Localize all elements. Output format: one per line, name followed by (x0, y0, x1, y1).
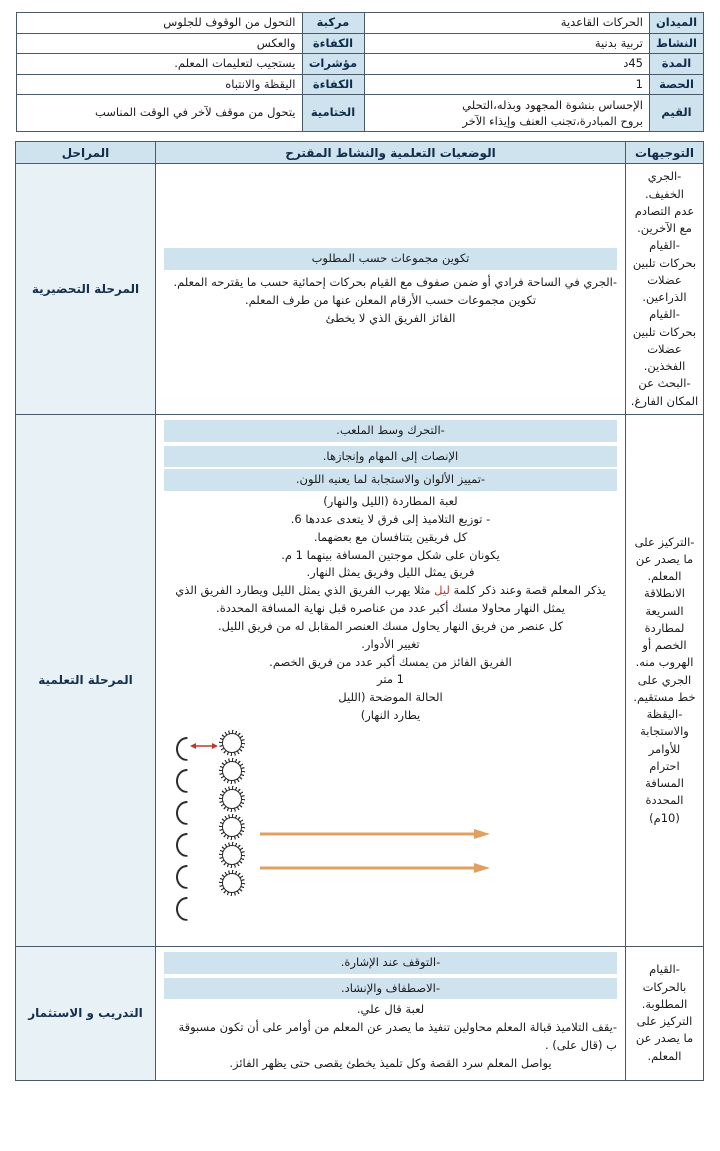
situation-line: الفريق الفائز من يمسك أكبر عدد من فريق الخصم. (269, 654, 512, 669)
field-value-activity: تربية بدنية (364, 33, 650, 54)
guidance-cell-learning (626, 414, 704, 946)
situation-line-story: يذكر المعلم قصة وعند ذكر كلمة ليل مثلا يهرب الفريق الذي يمثل الليل ويطارد الفريق الذي يمثل النهار محاولا مسك أكبر عدد من عناصره قبل نهاية المسافة المحددة. (175, 583, 606, 616)
moon-icon (176, 865, 194, 887)
situation-line: -يقف التلاميذ قبالة المعلم محاولين تنفيذ ما يصدر عن المعلم من أوامر على أن تكون مسبوقة ب (قال على) . (178, 1020, 617, 1052)
direction-arrow-icon (260, 863, 490, 873)
situation-line: كل عنصر من فريق النهار يحاول مسك العنصر المقابل له من فريق الليل. (217, 618, 564, 633)
header-row (17, 33, 704, 54)
moon-icon (176, 801, 194, 823)
table-row (16, 164, 704, 415)
guidance-line: الجري على خط مستقيم. (633, 672, 696, 704)
guidance-line: عدم التصادم مع الآخرين. (634, 203, 695, 235)
field-value-indicators: يستجيب لتعليمات المعلم. (17, 54, 303, 75)
field-value-session: 1 (364, 74, 650, 95)
guidance-line: احترام المسافة المحددة (10م) (645, 758, 684, 825)
table-header-row (16, 142, 704, 164)
moon-column (176, 737, 194, 929)
situation-line: الفائز الفريق الذي لا يخطئ (325, 310, 456, 325)
field-value-values (364, 95, 650, 132)
guidance-line: -التركيز على ما يصدر عن المعلم. (634, 534, 695, 584)
field-label-composite: مركبة (302, 13, 364, 34)
field-label-activity: النشاط (650, 33, 704, 54)
situation-line-distance: 1 متر (377, 672, 404, 687)
highlight-band: -تمييز الألوان والاستجابة لما يعنيه اللون. (164, 469, 617, 491)
guidance-line: -اليقظة والاستجابة للأوامر (640, 707, 689, 756)
direction-arrow-icon (260, 829, 490, 839)
highlight-band: -التوقف عند الإشارة. (164, 952, 617, 974)
situation-line: -الجري في الساحة فرادي أو ضمن صفوف مع القيام بحركات إحمائية حسب ما يقترحه المعلم. (173, 275, 617, 290)
field-label-competence: الكفاءة (302, 33, 364, 54)
situation-line: - توزيع التلاميذ إلى فرق لا يتعدى عددها 6. (290, 512, 491, 526)
field-value-composite: التحول من الوقوف للجلوس (17, 13, 303, 34)
stages-table (15, 141, 704, 1080)
stage-cell-preparatory: المرحلة التحضيرية (16, 164, 156, 415)
field-label-indicators: مؤشرات (302, 54, 364, 75)
field-label-values: القيم (650, 95, 704, 132)
values-line-1: الإحساس بنشوة المجهود وبذله،التحلي (462, 98, 643, 113)
moon-icon (176, 833, 194, 855)
column-header-guidance: التوجيهات (626, 142, 704, 164)
highlight-band: -الاصطفاف والإنشاد. (164, 978, 617, 1000)
sun-column (222, 733, 242, 901)
table-row (16, 946, 704, 1080)
guidance-line: -البحث عن المكان الفارغ. (630, 376, 699, 408)
header-row (17, 54, 704, 75)
field-value-domain: الحركات القاعدية (364, 13, 650, 34)
guidance-line: -القيام بحركات تلبين عضلات الذراعين. (632, 238, 697, 304)
guidance-line: -القيام بحركات تلبين عضلات الفخذين. (632, 307, 697, 373)
sun-icon (222, 845, 242, 865)
situation-line: لعبة قال علي. (356, 1002, 425, 1017)
game-diagram (164, 731, 617, 939)
values-line-2: بروح المبادرة،تجنب العنف وإيذاء الآخر (462, 114, 643, 129)
sun-icon (222, 817, 242, 837)
guidance-cell-training (626, 946, 704, 1080)
guidance-line: الانطلاقة السريعة لمطاردة الخصم أو الهروب منه. (635, 586, 694, 670)
highlighted-keyword: ليل (434, 583, 450, 598)
highlight-band: الإنصات إلى المهام وإنجازها. (164, 446, 617, 468)
field-label-competence2: الكفاءة (302, 74, 364, 95)
guidance-cell-preparatory (626, 164, 704, 415)
situation-line: يكونان على شكل موجتين المسافة بينهما 1 م. (281, 547, 500, 562)
field-value-competence: والعكس (17, 33, 303, 54)
highlight-band: -التحرك وسط الملعب. (164, 420, 617, 442)
field-value-competence2: اليقظة والانتباه (17, 74, 303, 95)
double-arrow-icon (190, 741, 218, 751)
page-footer-space (16, 1081, 704, 1151)
column-header-stages: المراحل (16, 142, 156, 164)
situation-line: تكوين مجموعات حسب الأرقام المعلن عنها من طرف المعلم. (244, 293, 537, 307)
highlight-band: تكوين مجموعات حسب المطلوب (164, 248, 617, 270)
table-row (16, 414, 704, 946)
stage-cell-learning: المرحلة التعلمية (16, 414, 156, 946)
situation-line: فريق يمثل الليل وفريق يمثل النهار. (306, 565, 475, 580)
header-row (17, 13, 704, 34)
situation-line: لعبة المطاردة (الليل والنهار) (323, 494, 458, 509)
situation-line: الحالة الموضحة (الليل (338, 690, 443, 705)
guidance-line: التركيز على ما يصدر عن المعلم. (635, 1014, 694, 1063)
situations-cell-preparatory (156, 164, 626, 415)
field-label-domain: الميدان (650, 13, 704, 34)
situations-cell-learning (156, 414, 626, 946)
header-row (17, 95, 704, 132)
column-header-situations: الوضعيات التعلمية والنشاط المقترح (156, 142, 626, 164)
field-label-final-competence: الختامية (302, 95, 364, 132)
field-label-session: الحصة (650, 74, 704, 95)
stage-cell-training: التدريب و الاستثمار (16, 946, 156, 1080)
sun-icon (222, 789, 242, 809)
field-value-final-competence: يتحول من موقف لآخر في الوقت المناسب (17, 95, 303, 132)
field-value-duration: 45د (364, 54, 650, 75)
situation-line: يطارد النهار) (360, 707, 421, 722)
moon-icon (176, 897, 194, 919)
situations-cell-training (156, 946, 626, 1080)
field-label-duration: المدة (650, 54, 704, 75)
header-row (17, 74, 704, 95)
sun-icon (222, 733, 242, 753)
situation-line: تغيير الأدوار. (361, 636, 420, 651)
moon-icon (176, 769, 194, 791)
header-table (16, 12, 704, 132)
sun-icon (222, 761, 242, 781)
situation-line: كل فريقين يتنافسان مع بعضهما. (313, 529, 468, 544)
situation-line: يواصل المعلم سرد القصة وكل تلميذ يخطئ يقصى حتى يظهر الفائز. (229, 1055, 552, 1070)
guidance-line: -القيام بالحركات المطلوبة. (641, 962, 688, 1011)
guidance-line: -الجري الخفيف. (645, 169, 684, 201)
sun-icon (222, 873, 242, 893)
